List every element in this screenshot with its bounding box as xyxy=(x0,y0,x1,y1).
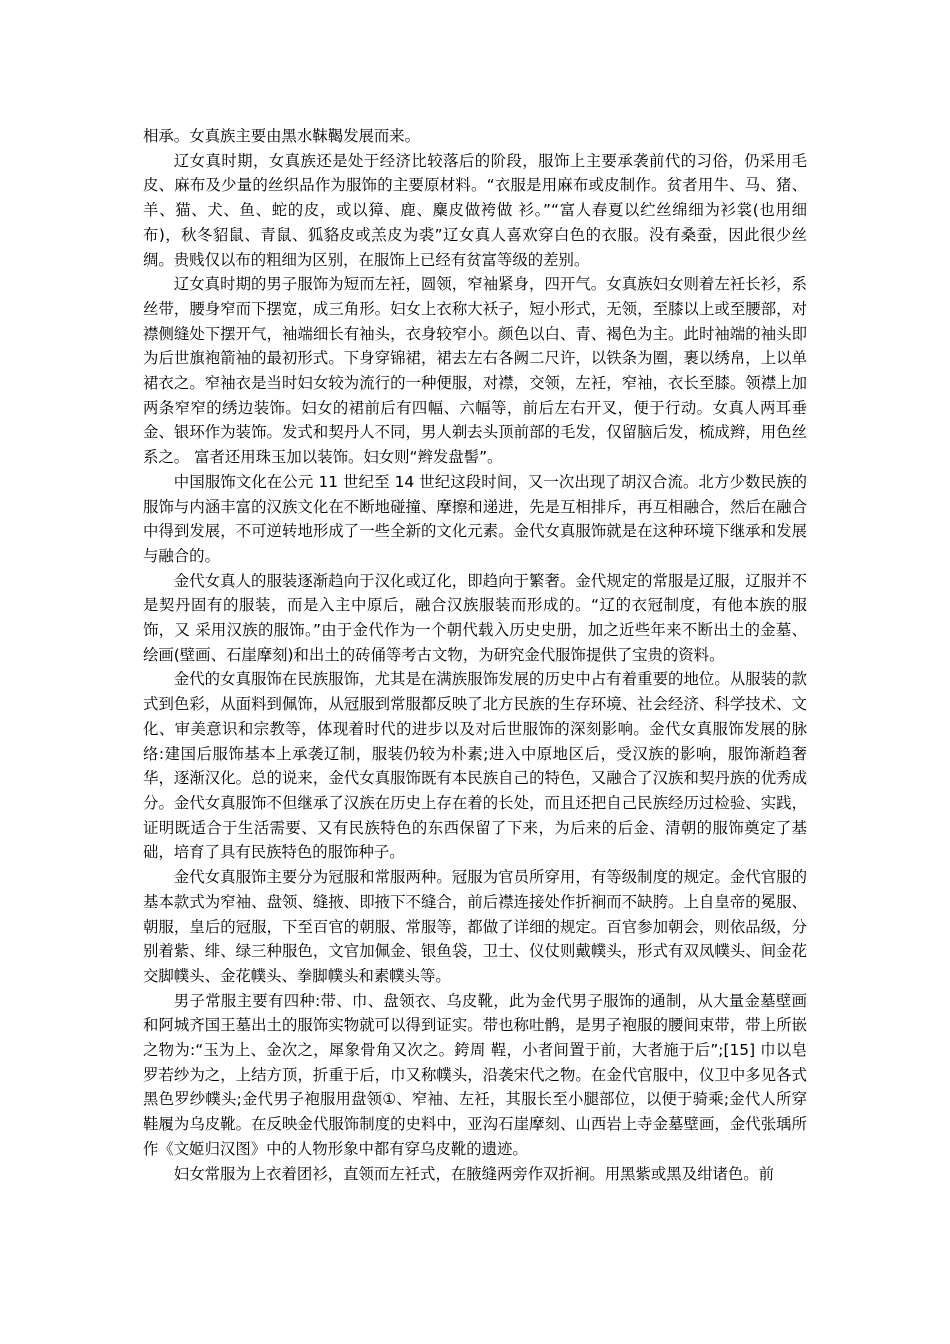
paragraph-liao-jurchen-period: 辽女真时期，女真族还是处于经济比较落后的阶段，服饰上主要承袭前代的习俗，仍采用毛皮、麻布及少量的丝织品作为服饰的主要原材料。“衣服是用麻布或皮制作。贫者用牛、马、猪、羊、猫、犬、鱼、蛇的皮，或以獐、鹿、麋皮做袴做 衫。”“富人春夏以纻丝绵细为衫裳(也用细 布)，秋冬貂鼠、青鼠、狐貉皮或羔皮为裘”辽女真人喜欢穿白色的衣服。没有桑蚕，因此很少丝绸。贵贱仅以布的粗细为区别，在服饰上已经有贫富等级的差别。 xyxy=(143,151,807,269)
paragraph-jin-status: 金代的女真服饰在民族服饰，尤其是在满族服饰发展的历史中占有着重要的地位。从服装的款式到色彩，从面料到佩饰，从冠服到常服都反映了北方民族的生存环境、社会经济、科学技术、文化、审美意识和宗教等，体现着时代的进步以及对后世服饰的深刻影响。金代女真服饰发展的脉络:建国后服饰基本上承袭辽制，服装仍较为朴素;进入中原地区后，受汉族的影响，服饰渐趋奢华，逐渐汉化。总的说来，金代女真服饰既有本民族自己的特色，又融合了汉族和契丹族的优秀成分。金代女真服饰不但继承了汉族在历史上存在着的长处，而且还把自己民族经历过检验、实践，证明既适合于生活需要、又有民族特色的东西保留了下来，为后来的后金、清朝的服饰奠定了基础，培育了具有民族特色的服饰种子。 xyxy=(143,670,807,862)
paragraph-jin-official-dress: 金代女真服饰主要分为冠服和常服两种。冠服为官员所穿用，有等级制度的规定。金代官服的基本款式为窄袖、盘领、缝掖、即掖下不缝合，前后襟连接处作折裥而不缺胯。上自皇帝的冕服、朝服，皇后的冠服，下至百官的朝服、常服等，都做了详细的规定。百官参加朝会，则依品级，分别着紫、绯、绿三种服色，文官加佩金、银鱼袋，卫士、仪仗则戴幞头，形式有双凤幞头、间金花交脚幞头、金花幞头、拳脚幞头和素幞头等。 xyxy=(143,868,807,985)
document-page xyxy=(143,124,807,1186)
paragraph-continuation: 相承。女真族主要由黑水靺鞨发展而来。 xyxy=(143,127,421,145)
paragraph-men-everyday-dress: 男子常服主要有四种:带、巾、盘领衣、乌皮靴，此为金代男子服饰的通制，从大量金墓壁画和阿城齐国王墓出土的服饰实物就可以得到证实。带也称吐鹘，是男子袍服的腰间束带，带上所嵌之物为:“玉为上、金次之，犀象骨角又次之。銙周 鞓，小者间置于前，大者施于后”;[15] 巾以皂罗若纱为之，上结方顶，折重于后，巾又称幞头，沿袭宋代之物。在金代官服中，仪卫中多见各式黑色罗纱幞头;金代男子袍服用盘领①、窄袖、左衽，其服长至小腿部位，以便于骑乘;金代人所穿鞋履为乌皮靴。在反映金代服饰制度的史料中，亚沟石崖摩刻、山西岩上寺金墓壁画，金代张瑀所作《文姬归汉图》中的人物形象中都有穿乌皮靴的遗迹。 xyxy=(143,991,807,1158)
paragraph-hu-han-fusion: 中国服饰文化在公元 11 世纪至 14 世纪这段时间，又一次出现了胡汉合流。北方少数民族的服饰与内涵丰富的汉族文化在不断地碰撞、摩擦和递进，先是互相排斥，再互相融合，然后在融合中得到发展，不可逆转地形成了一些全新的文化元素。金代女真服饰就是在这种环境下继承和发展与融合的。 xyxy=(143,472,807,565)
paragraph-jin-sinicization: 金代女真人的服装逐渐趋向于汉化或辽化，即趋向于繁奢。金代规定的常服是辽服，辽服并不是契丹固有的服装，而是入主中原后，融合汉族服装而形成的。“辽的衣冠制度，有他本族的服饰，又 采用汉族的服饰。”由于金代作为一个朝代载入历史史册，加之近些年来不断出土的金墓、绘画(壁画、石崖摩刻)和出土的砖俑等考古文物，为研究金代服饰提供了宝贵的资料。 xyxy=(143,571,807,664)
paragraph-women-everyday-dress: 妇女常服为上衣着团衫，直领而左衽式，在腋缝两旁作双折裥。用黑紫或黑及绀诸色。前 xyxy=(173,1164,775,1183)
paragraph-liao-jurchen-clothing: 辽女真时期的男子服饰为短而左衽，圆领，窄袖紧身，四开气。女真族妇女则着左衽长衫，系丝带，腰身窄而下摆宽，成三角形。妇女上衣称大袄子，短小形式，无领，至膝以上或至腰部，对襟侧缝处下摆开气，袖端细长有袖头，衣身较窄小。颜色以白、青、褐色为主。此时袖端的袖头即为后世旗袍箭袖的最初形式。下身穿锦裙，裙去左右各阙二尺许，以铁条为圈，裹以绣帛，上以单裙衣之。窄袖衣是当时妇女较为流行的一种便服，对襟，交领，左衽，窄袖，衣长至膝。领襟上加两条窄窄的绣边装饰。妇女的裙前后有四幅、六幅等，前后左右开叉，便于行动。女真人两耳垂金、银环作为装饰。发式和契丹人不同，男人剃去头顶前部的毛发，仅留脑后发，梳成辫，用色丝系之。 富者还用珠玉加以装饰。妇女则“辫发盘髻”。 xyxy=(143,275,807,467)
